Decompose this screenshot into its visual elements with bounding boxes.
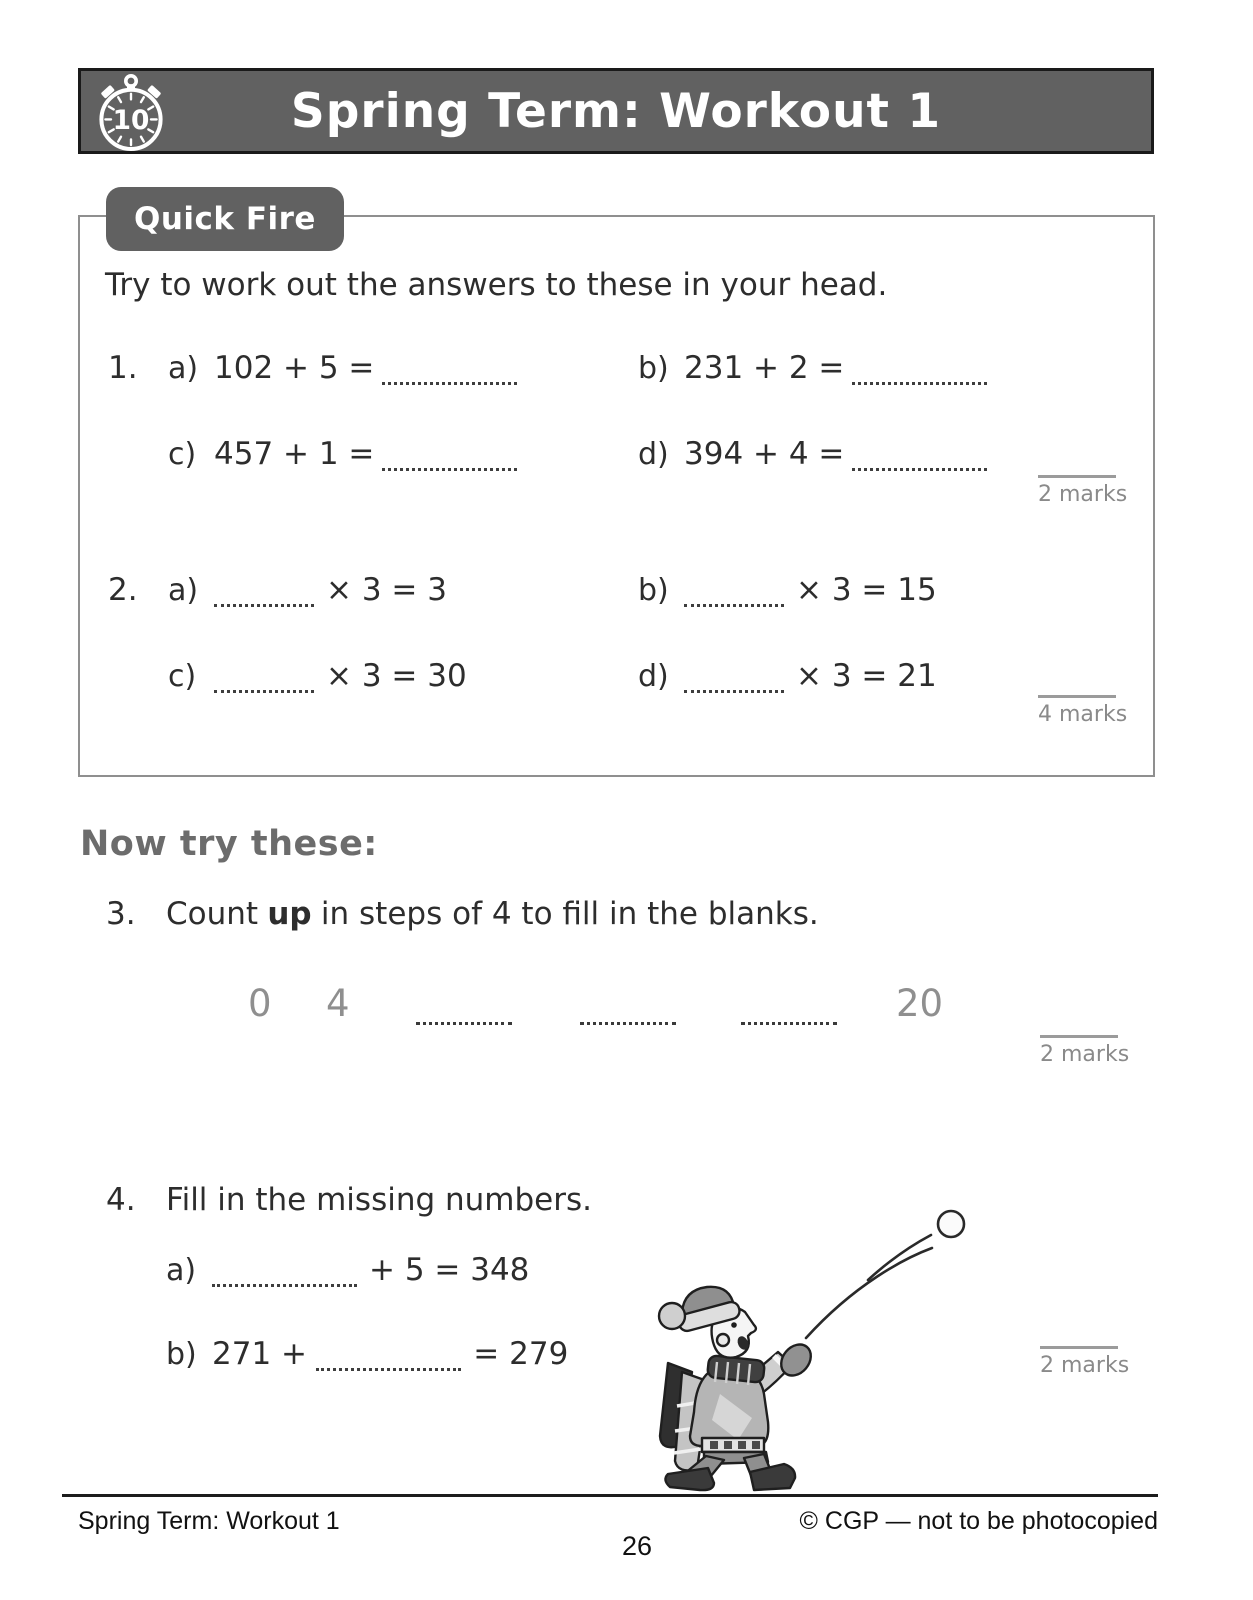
question-3-number: 3. — [106, 896, 136, 932]
part-label: b) — [166, 1337, 197, 1372]
header-banner — [78, 68, 1154, 154]
answer-blank-q1c — [382, 458, 517, 471]
question-2-number: 2. — [108, 572, 138, 608]
expression: × 3 = 21 — [796, 658, 937, 694]
footer-copyright: © CGP — not to be photocopied — [799, 1507, 1158, 1535]
sequence-blank-2 — [580, 1022, 676, 1025]
pompom — [659, 1303, 685, 1329]
part-label: c) — [168, 437, 197, 472]
marks-line — [1040, 1346, 1118, 1349]
part-label: a) — [166, 1253, 197, 1288]
answer-blank-q2a — [214, 594, 314, 607]
part-label: b) — [638, 573, 669, 608]
expression: = 279 — [473, 1336, 569, 1372]
footer-divider — [62, 1494, 1158, 1497]
marks-badge-q3 — [1040, 1035, 1130, 1067]
answer-blank-q1d — [852, 458, 987, 471]
q3-text-after: in steps of 4 to fill in the blanks. — [320, 896, 819, 932]
page-title: Spring Term: Workout 1 — [290, 83, 942, 139]
marks-badge-q2 — [1038, 695, 1128, 727]
q3-bold-word: up — [267, 896, 312, 932]
sequence-blank-1 — [416, 1022, 512, 1025]
expression: 394 + 4 = — [684, 436, 845, 472]
expression: 457 + 1 = — [214, 436, 375, 472]
child-figure — [659, 1287, 817, 1490]
sequence-value-second: 4 — [326, 982, 350, 1025]
expression: + 5 = 348 — [369, 1252, 530, 1288]
sequence-value-first: 0 — [248, 982, 272, 1025]
marks-line — [1038, 475, 1116, 478]
marks-line — [1040, 1035, 1118, 1038]
question-4-text: Fill in the missing numbers. — [166, 1182, 593, 1218]
question-4-number: 4. — [106, 1182, 136, 1218]
part-label: d) — [638, 659, 669, 694]
part-label: d) — [638, 437, 669, 472]
marks-text: 4 marks — [1038, 702, 1128, 727]
marks-text: 2 marks — [1040, 1042, 1130, 1067]
expression: 231 + 2 = — [684, 350, 845, 386]
answer-blank-q1a — [382, 372, 517, 385]
part-label: a) — [168, 573, 199, 608]
quick-fire-instruction: Try to work out the answers to these in your head. — [105, 267, 888, 303]
q3-text-before: Count — [166, 896, 259, 932]
page-number: 26 — [621, 1531, 653, 1561]
child-throwing-snowball-illustration — [620, 1180, 1040, 1500]
expression: × 3 = 30 — [326, 658, 467, 694]
question-4b — [166, 1336, 568, 1372]
answer-blank-q4a — [212, 1274, 357, 1287]
question-1d — [638, 436, 987, 472]
timer-minutes: 10 — [112, 105, 150, 136]
section-heading: Now try these: — [80, 824, 378, 864]
question-4a — [166, 1252, 529, 1288]
marks-text: 2 marks — [1040, 1353, 1130, 1378]
expression: 102 + 5 = — [214, 350, 375, 386]
expression: × 3 = 15 — [796, 572, 937, 608]
footer-section-title: Spring Term: Workout 1 — [78, 1507, 340, 1535]
part-label: c) — [168, 659, 197, 694]
question-3-text — [166, 896, 819, 932]
sequence-value-last: 20 — [896, 982, 944, 1025]
sequence-blank-3 — [741, 1022, 837, 1025]
question-1a — [168, 350, 517, 386]
quick-fire-box — [78, 201, 1155, 777]
marks-text: 2 marks — [1038, 482, 1128, 507]
question-1c — [168, 436, 517, 472]
marks-badge-q1 — [1038, 475, 1128, 507]
answer-blank-q2b — [684, 594, 784, 607]
question-2d — [638, 658, 937, 694]
marks-badge-q4 — [1040, 1346, 1130, 1378]
marks-line — [1038, 695, 1116, 698]
part-label: b) — [638, 351, 669, 386]
snowball-motion-lines — [806, 1235, 932, 1338]
expression: 271 + — [212, 1336, 307, 1372]
question-1-number: 1. — [108, 350, 138, 386]
expression: × 3 = 3 — [326, 572, 447, 608]
answer-blank-q2d — [684, 680, 784, 693]
question-1b — [638, 350, 987, 386]
snowball — [938, 1211, 964, 1237]
question-2c — [168, 658, 467, 694]
answer-blank-q4b — [316, 1358, 461, 1371]
answer-blank-q1b — [852, 372, 987, 385]
part-label: a) — [168, 351, 199, 386]
quick-fire-label: Quick Fire — [106, 187, 344, 251]
question-2a — [168, 572, 447, 608]
answer-blank-q2c — [214, 680, 314, 693]
question-2b — [638, 572, 937, 608]
